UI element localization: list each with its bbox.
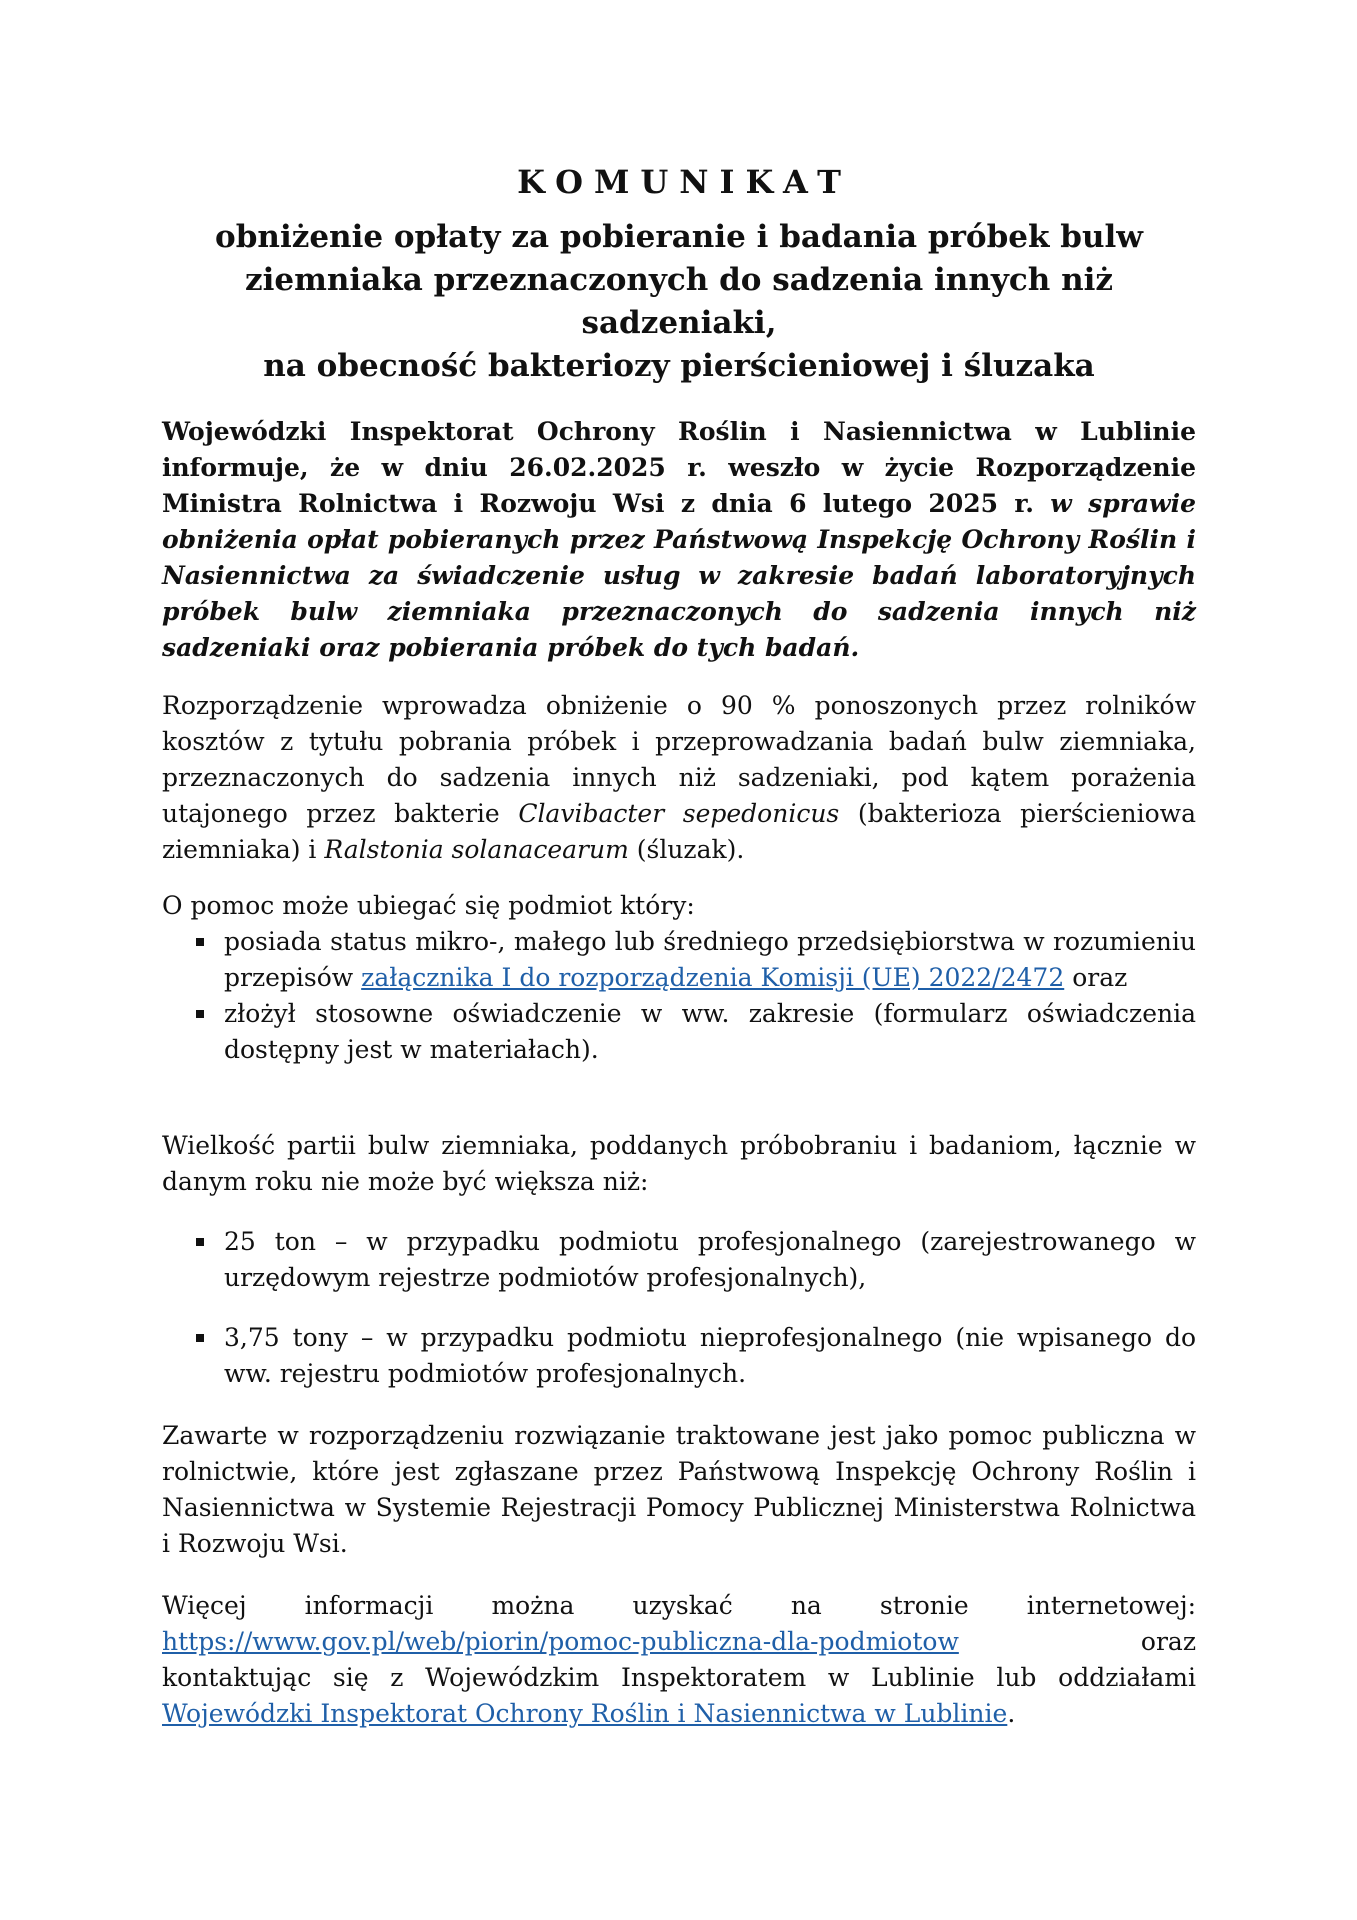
eligibility-intro: O pomoc może ubiegać się podmiot który: [162,891,695,920]
intro-paragraph [162,414,1196,666]
list-item-text: posiada status mikro-, małego lub średniego przedsiębiorstwa w rozumieniu przepisów [224,927,1196,992]
title-line: ziemniaka przeznaczonych do sadzenia innych niż sadzeniaki, [244,262,1113,341]
regulation-summary-paragraph [162,688,1196,868]
sentence-end: . [1007,1699,1016,1728]
limits-intro: Wielkość partii bulw ziemniaka, poddanych próbobraniu i badaniom, łącznie w danym roku nie może być większa niż: [162,1131,1196,1196]
list-item-text: złożył stosowne oświadczenie w ww. zakresie (formularz oświadczenia dostępny jest w materiałach). [224,999,1196,1064]
list-item [162,924,1196,996]
summary-text: (śluzak). [636,835,745,864]
list-item-text: oraz [1072,963,1128,992]
bullet-icon [196,1010,204,1018]
bullet-icon [196,1334,204,1342]
bullet-icon [196,938,204,946]
species-name: Clavibacter sepedonicus [518,799,840,828]
document-label: KOMUNIKAT [517,163,852,201]
list-item [162,996,1196,1068]
more-info-last-line [162,1696,1196,1732]
inspectorate-link[interactable]: Wojewódzki Inspektorat Ochrony Roślin i Nasiennictwa w Lublinie [162,1699,1008,1728]
list-item [162,1320,1196,1392]
summary-text: (bakterioza pierścieniowa ziemniaka) i [162,799,1196,864]
document-title [162,216,1196,388]
document-body [162,162,1196,1732]
bullet-icon [196,1238,204,1246]
more-info-line: Więcej informacji można uzyskać na stronie internetowej: [162,1591,1196,1620]
regulation-title: w sprawie obniżenia opłat pobieranych przez Państwową Inspekcję Ochrony Roślin i Nasiennictwa za świadczenie usług w zakresie badań laboratoryjnych próbek bulw ziemniaka przeznaczonych do sadzenia innych niż sadzeniaki oraz pobierania próbek do tych badań. [162,489,1196,662]
title-line: na obecność bakteriozy pierścieniowej i śluzaka [263,348,1095,384]
limits-list [162,1224,1196,1392]
title-line: obniżenie opłaty za pobieranie i badania próbek bulw [215,219,1143,255]
list-item-text: 25 ton – w przypadku podmiotu profesjonalnego (zarejestrowanego w urzędowym rejestrze podmiotów profesjonalnych), [224,1227,1196,1292]
regulation-annex-link[interactable]: załącznika I do rozporządzenia Komisji (UE) 2022/2472 [361,963,1065,992]
eligibility-list [162,924,1196,1068]
more-info-paragraph [162,1588,1196,1732]
list-item-text: 3,75 tony – w przypadku podmiotu nieprofesjonalnego (nie wpisanego do ww. rejestru podmiotów profesjonalnych. [224,1323,1196,1388]
more-info-line: kontaktując się z Wojewódzkim Inspektoratem w Lublinie lub oddziałami [162,1663,1196,1692]
more-info-conjunction: oraz [1140,1627,1196,1656]
more-info-url-row [162,1624,1196,1660]
piorin-website-link[interactable]: https://www.gov.pl/web/piorin/pomoc-publiczna-dla-podmiotow [162,1627,959,1656]
list-item [162,1224,1196,1296]
summary-text: Rozporządzenie wprowadza obniżenie o 90 % ponoszonych przez rolników kosztów z tytułu pobrania próbek i przeprowadzania badań bulw ziemniaka, przeznaczonych do sadzenia innych niż sadzeniaki, pod kątem porażenia utajonego przez bakterie [162,691,1196,828]
public-aid-paragraph: Zawarte w rozporządzeniu rozwiązanie traktowane jest jako pomoc publiczna w rolnictwie, które jest zgłaszane przez Państwową Inspekcję Ochrony Roślin i Nasiennictwa w Systemie Rejestracji Pomocy Publicznej Ministerstwa Rolnictwa i Rozwoju Wsi. [162,1421,1196,1558]
species-name: Ralstonia solanacearum [324,835,629,864]
intro-bold-text: Wojewódzki Inspektorat Ochrony Roślin i Nasiennictwa w Lublinie informuje, że w dniu 26.02.2025 r. weszło w życie Rozporządzenie Ministra Rolnictwa i Rozwoju Wsi z dnia 6 lutego 2025 r. [162,417,1196,518]
